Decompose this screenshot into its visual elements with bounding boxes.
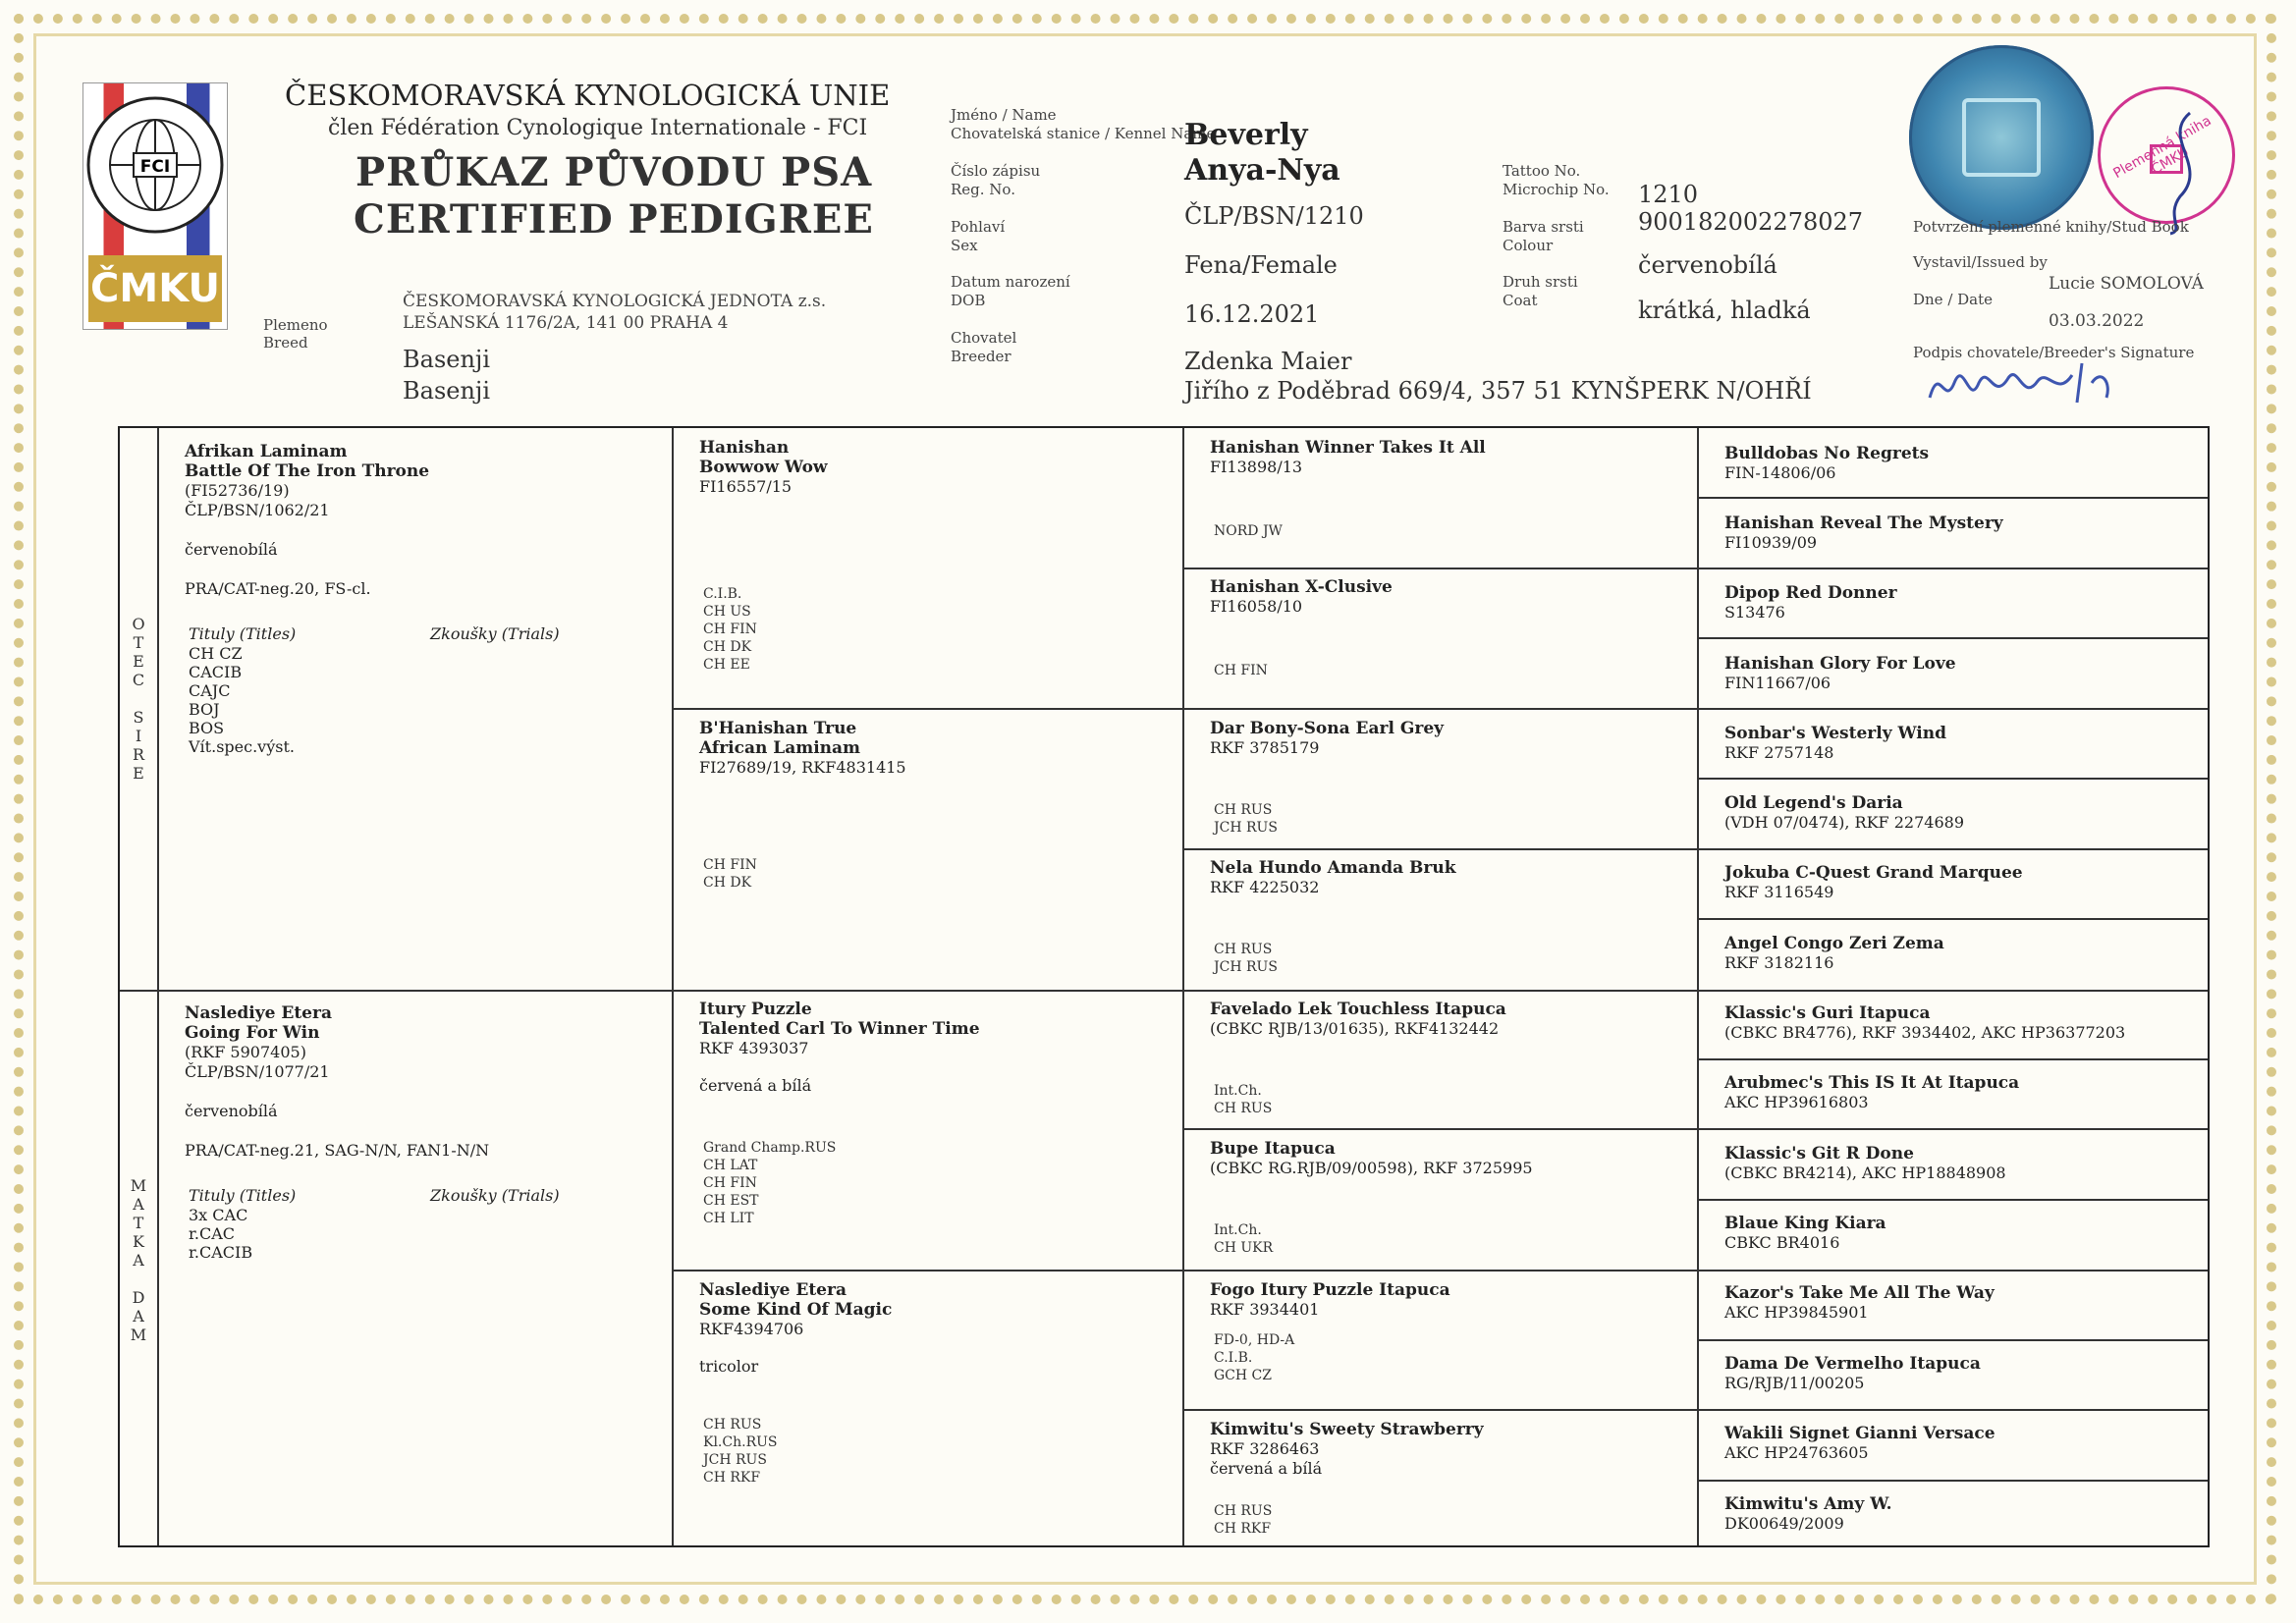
dam-reg-2: ČLP/BSN/1077/21 [185,1062,330,1081]
sex-value: Fena/Female [1184,251,1338,279]
tattoo-label-cz: Tattoo No. [1503,162,1581,180]
sire-titles: CH CZ CACIB CAJC BOJ BOS Vít.spec.výst. [189,644,295,756]
sire-trials-label: Zkoušky (Trials) [430,624,560,643]
issued-value: Lucie SOMOLOVÁ [2049,274,2204,294]
gen4-cell-14: Wakili Signet Gianni Versace AKC HP24763605 [1724,1424,1995,1462]
dam-name-2: Going For Win [185,1023,320,1043]
stamp-text: Plemenná kniha ČMKU [2110,113,2214,183]
sex-label-en: Sex [951,237,978,254]
title-en: CERTIFIED PEDIGREE [354,196,874,243]
sire-reg-1: (FI52736/19) [185,481,290,500]
side-label-dam: M A T K A D A M [130,1176,147,1344]
gen4-cell-15: Kimwitu's Amy W. DK00649/2009 [1724,1494,1892,1533]
chip-value: 900182002278027 [1638,208,1864,236]
sire-health: PRA/CAT-neg.20, FS-cl. [185,579,371,598]
pedigree-table [118,426,2210,1547]
tattoo-value: 1210 [1638,181,1699,208]
dob-label-cz: Datum narození [951,273,1070,291]
reg-value: ČLP/BSN/1210 [1184,202,1364,230]
cmku-logo [82,82,228,330]
colour-label-en: Colour [1503,237,1554,254]
org-name: ČESKOMORAVSKÁ KYNOLOGICKÁ UNIE [285,79,891,112]
breed-value-1: Basenji [403,346,491,373]
breeder-label-cz: Chovatel [951,329,1017,347]
gen4-cell-9: Arubmec's This IS It At Itapuca AKC HP39616803 [1724,1073,2020,1111]
gen4-cell-8: Klassic's Guri Itapuca (CBKC BR4776), RKF 3934402, AKC HP36377203 [1724,1003,2126,1042]
coat-label-cz: Druh srsti [1503,273,1578,291]
stamp-signature-icon [2141,108,2219,236]
gen2-cell-2: Itury Puzzle Talented Carl To Winner Time RKF 4393037 červená a bílá Grand Champ.RUS CH LAT CH FIN CH EST CH LIT [699,1000,980,1226]
sex-label-cz: Pohlaví [951,218,1006,236]
gen4-cell-6: Jokuba C-Quest Grand Marquee RKF 3116549 [1724,863,2023,901]
gen3-cell-0: Hanishan Winner Takes It All FI13898/13 NORD JW [1210,438,1486,539]
gen4-cell-5: Old Legend's Daria (VDH 07/0474), RKF 2274689 [1724,793,1964,832]
dam-name-1: Naslediye Etera [185,1003,332,1023]
sire-titles-label: Tituly (Titles) [189,624,297,643]
colour-label-cz: Barva srsti [1503,218,1584,236]
gen4-cell-4: Sonbar's Westerly Wind RKF 2757148 [1724,724,1946,762]
gen4-cell-2: Dipop Red Donner S13476 [1724,583,1897,622]
gen4-cell-12: Kazor's Take Me All The Way AKC HP39845901 [1724,1283,1995,1322]
breed-label-cz: Plemeno [263,316,328,334]
title-cz: PRŮKAZ PŮVODU PSA [355,149,873,195]
dam-cell [185,1003,656,1262]
cmku-text: ČMKU [88,255,222,322]
dob-label-en: DOB [951,292,986,309]
gen3-cell-2: Dar Bony-Sona Earl Grey RKF 3785179 CH RUS JCH RUS [1210,719,1445,836]
gen4-cell-13: Dama De Vermelho Itapuca RG/RJB/11/00205 [1724,1354,1981,1392]
gen2-cell-1: B'Hanishan True African Laminam FI27689/19, RKF4831415 CH FIN CH DK [699,719,906,891]
tattoo-label-en: Microchip No. [1503,181,1610,198]
gen4-cell-11: Blaue King Kiara CBKC BR4016 [1724,1214,1886,1252]
breeder-label-en: Breeder [951,348,1011,365]
date-value: 03.03.2022 [2049,311,2145,331]
breed-value-2: Basenji [403,377,491,405]
colour-value: červenobílá [1638,251,1777,279]
name-label: Jméno / Name [951,106,1057,124]
coat-value: krátká, hladká [1638,297,1811,324]
hologram-seal [1909,45,2094,230]
gen3-cell-7: Kimwitu's Sweety Strawberry RKF 3286463 červená a bílá CH RUS CH RKF [1210,1420,1484,1537]
gen4-cell-0: Bulldobas No Regrets FIN-14806/06 [1724,444,1930,482]
dam-titles: 3x CAC r.CAC r.CACIB [189,1206,253,1262]
sire-cell [185,442,656,756]
club-name: ČESKOMORAVSKÁ KYNOLOGICKÁ JEDNOTA z.s. [403,292,827,311]
gen2-cell-3: Naslediye Etera Some Kind Of Magic RKF4394706 tricolor CH RUS Kl.Ch.RUS JCH RUS CH RKF [699,1280,893,1486]
breeder-address: Jiřího z Poděbrad 669/4, 357 51 KYNŠPERK N/OHŘÍ [1184,377,1812,405]
gen4-cell-10: Klassic's Git R Done (CBKC BR4214), AKC HP18848908 [1724,1144,2006,1182]
gen3-cell-6: Fogo Itury Puzzle Itapuca RKF 3934401 FD-0, HD-A C.I.B. GCH CZ [1210,1280,1450,1383]
gen3-cell-4: Favelado Lek Touchless Itapuca (CBKC RJB/13/01635), RKF4132442 Int.Ch. CH RUS [1210,1000,1506,1116]
dog-name-2: Anya-Nya [1184,153,1340,188]
org-member: člen Fédération Cynologique Internationale - FCI [328,116,868,140]
gen3-cell-3: Nela Hundo Amanda Bruk RKF 4225032 CH RUS JCH RUS [1210,858,1456,975]
sire-colour: červenobílá [185,540,278,559]
gen4-cell-3: Hanishan Glory For Love FIN11667/06 [1724,654,1956,692]
sire-name-1: Afrikan Laminam [185,442,348,461]
side-label-sire: O T E C S I R E [132,615,145,783]
gen3-cell-5: Bupe Itapuca (CBKC RG.RJB/09/00598), RKF 3725995 Int.Ch. CH UKR [1210,1139,1533,1256]
reg-label-en: Reg. No. [951,181,1015,198]
dam-health: PRA/CAT-neg.21, SAG-N/N, FAN1-N/N [185,1141,490,1160]
fci-text: FCI [139,157,171,177]
dam-trials-label: Zkoušky (Trials) [430,1186,560,1205]
reg-label-cz: Číslo zápisu [951,162,1041,180]
gen4-cell-1: Hanishan Reveal The Mystery FI10939/09 [1724,514,2003,552]
gen2-cell-0: Hanishan Bowwow Wow FI16557/15 C.I.B. CH US CH FIN CH DK CH EE [699,438,828,673]
date-label: Dne / Date [1913,291,1994,308]
dam-colour: červenobílá [185,1102,278,1120]
gen4-cell-7: Angel Congo Zeri Zema RKF 3182116 [1724,934,1944,972]
issued-label: Vystavil/Issued by [1913,253,2048,271]
confirm-label: Potvrzení plemenné knihy/Stud Book [1913,218,2189,236]
breeder-signature-icon [1925,353,2121,412]
fci-globe-icon [84,94,226,236]
gen3-cell-1: Hanishan X-Clusive FI16058/10 CH FIN [1210,577,1393,678]
sire-reg-2: ČLP/BSN/1062/21 [185,501,330,519]
sire-name-2: Battle Of The Iron Throne [185,461,430,481]
dam-titles-label: Tituly (Titles) [189,1186,297,1205]
kennel-label: Chovatelská stanice / Kennel Name [951,125,1216,142]
dob-value: 16.12.2021 [1184,300,1320,328]
club-address: LEŠANSKÁ 1176/2A, 141 00 PRAHA 4 [403,313,729,333]
breeder-name: Zdenka Maier [1184,348,1352,375]
dam-reg-1: (RKF 5907405) [185,1043,306,1061]
breed-label-en: Breed [263,334,308,352]
dog-name-1: Beverly [1184,118,1308,152]
coat-label-en: Coat [1503,292,1538,309]
signature-label: Podpis chovatele/Breeder's Signature [1913,344,2195,361]
